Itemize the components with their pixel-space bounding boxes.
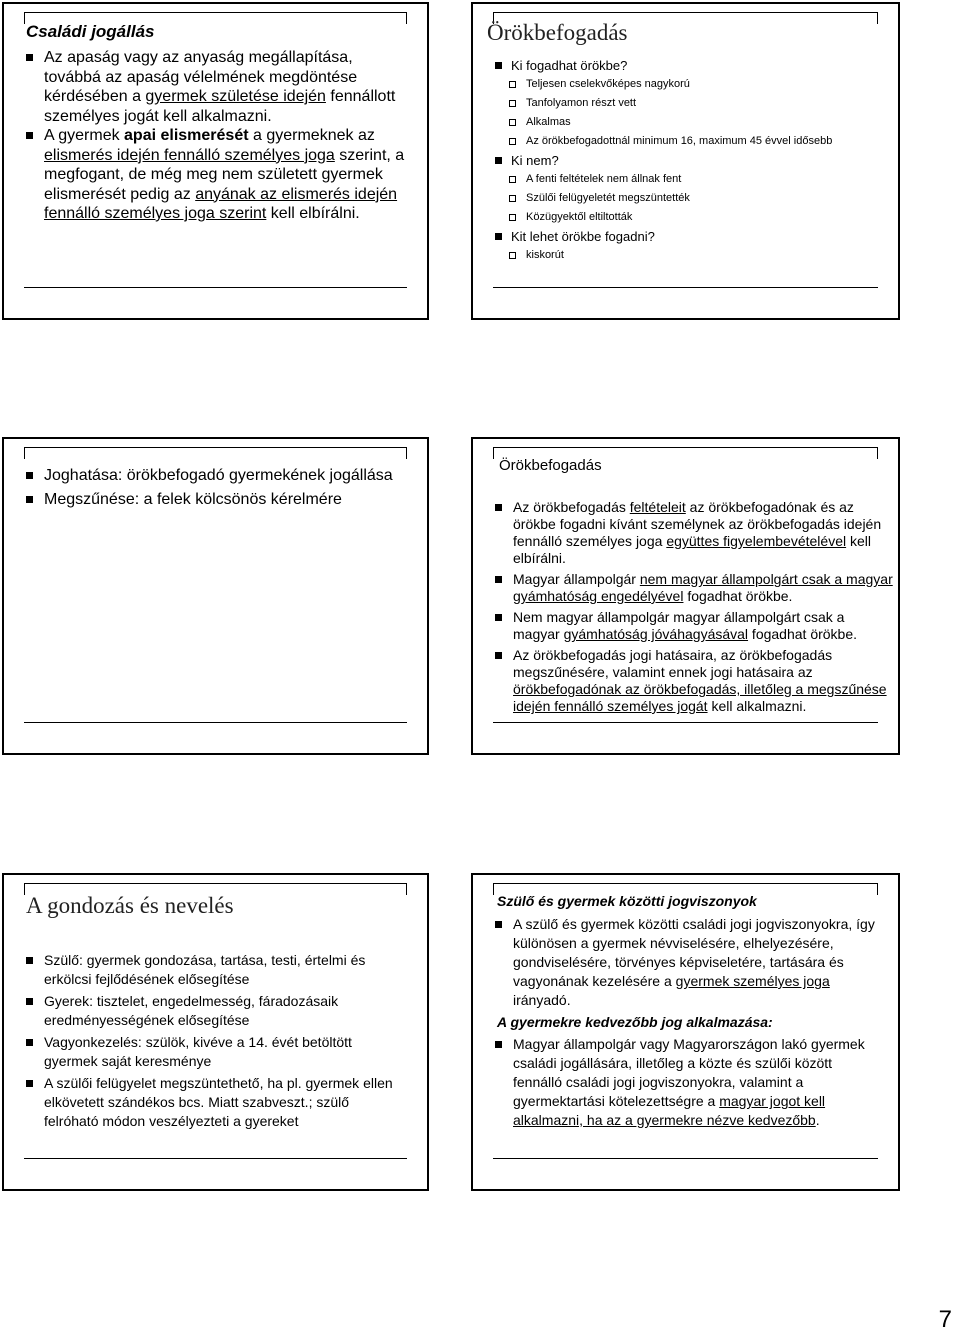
hollow-square-bullet-icon: [509, 195, 516, 202]
bullet-item: [26, 992, 406, 1030]
slide-title: A gondozás és nevelés: [26, 893, 234, 918]
bullet-text-segment: Az örökbefogadás jogi hatásaira, az örökbefogadás megszűnésére, valamint ennek jogi hatásaira az: [513, 647, 833, 680]
bullet-item: [26, 951, 406, 989]
bullet-text-segment: apai elismerését: [124, 127, 249, 144]
square-bullet-icon: [26, 957, 33, 964]
bullet-item: [26, 48, 406, 126]
hollow-square-bullet-icon: [509, 176, 516, 183]
slide-gondozas-neveles: [2, 873, 429, 1191]
hollow-square-bullet-icon: [509, 81, 516, 88]
slide-csaladi-jogallas: [2, 2, 429, 320]
rule-tick: [24, 447, 25, 459]
bullet-text: Szülő: gyermek gondozása, tartása, testi, értelmi és erkölcsi fejlődésének elősegítése: [44, 952, 366, 987]
bullet-text-segment: Az apaság vagy az anyaság megállapítása, továbbá az apaság vélelmének megdöntése kérdésében a: [44, 49, 358, 105]
bullet-item: [495, 571, 895, 605]
square-bullet-icon: [26, 1039, 33, 1046]
bullet-item: [495, 229, 875, 244]
square-bullet-icon: [26, 496, 33, 503]
bullet-text: Vagyonkezelés: szülök, kivéve a 14. évét betöltött gyermek saját keresménye: [44, 1034, 352, 1069]
bullet-text: A szülői felügyelet megszüntethető, ha pl. gyermek ellen elkövetett szándékos bcs. Miatt szabveszt.; szülő felróható módon veszélyezteti a gyereket: [44, 1075, 393, 1129]
slide-top-rule: [493, 883, 878, 884]
slide-top-rule: [493, 12, 878, 13]
bullet-text-segment: gyermek személyes joga: [675, 973, 830, 989]
slide-title: Szülő és gyermek közötti jogviszonyok: [497, 893, 757, 909]
bullet-list: [495, 915, 875, 1010]
hollow-square-bullet-icon: [509, 252, 516, 259]
slide-szulo-gyermek: [471, 873, 900, 1191]
bullet-text-segment: anyának az elismerés idején fennálló személyes joga szerint: [44, 185, 398, 222]
sub-bullet-item: [495, 191, 875, 205]
bullet-text: kiskorút: [526, 249, 564, 261]
square-bullet-icon: [26, 1080, 33, 1087]
bullet-text-segment: a gyermeknek az: [248, 127, 375, 144]
slide-bottom-rule: [24, 287, 407, 288]
bullet-text: Joghatása: örökbefogadó gyermekének jogállása: [44, 467, 393, 484]
subheading: A gyermekre kedvezőbb jog alkalmazása:: [497, 1014, 773, 1030]
slide-bottom-rule: [24, 1158, 407, 1159]
bullet-text-segment: A gyermek: [44, 127, 125, 144]
square-bullet-icon: [495, 614, 502, 621]
bullet-list: [26, 465, 406, 513]
square-bullet-icon: [495, 233, 502, 240]
bullet-text-segment: fennállott személyes jogát kell alkalmazni.: [44, 88, 396, 125]
bullet-text-segment: fogadhat örökbe.: [748, 626, 858, 642]
square-bullet-icon: [495, 921, 502, 928]
bullet-text: Megszűnése: a felek kölcsönös kérelmére: [44, 491, 342, 508]
rule-tick: [24, 883, 25, 895]
bullet-item: [495, 647, 895, 715]
bullet-item: [495, 499, 895, 567]
bullet-text: Ki fogadhat örökbe?: [511, 58, 628, 73]
slide-top-rule: [24, 447, 407, 448]
slide-orokbefogadas-2: [471, 437, 900, 755]
slide-title: Családi jogállás: [26, 22, 155, 41]
bullet-item: [26, 489, 406, 510]
sub-bullet-item: [495, 134, 875, 148]
rule-tick: [877, 12, 878, 24]
square-bullet-icon: [495, 157, 502, 164]
square-bullet-icon: [26, 998, 33, 1005]
square-bullet-icon: [495, 504, 502, 511]
hollow-square-bullet-icon: [509, 119, 516, 126]
bullet-text-segment: gyámhatóság jóváhagyásával: [563, 626, 749, 642]
rule-tick: [877, 447, 878, 459]
bullet-text-segment: elismerés idején fennálló személyes joga: [44, 146, 335, 164]
bullet-text: Szülői felügyeletét megszüntették: [526, 192, 690, 204]
bullet-text: Az örökbefogadottnál minimum 16, maximum 45 évvel idősebb: [526, 135, 833, 147]
slide-top-rule: [24, 883, 407, 884]
bullet-text-segment: A szülő és gyermek közötti családi jogi jogviszonyokra, így különösen a gyermek névviselésére, elhelyezésére, gondviselésére, törvényes képviseletére, tartására és vagyonának kezelésére a: [513, 916, 875, 989]
bullet-text-segment: Az örökbefogadás: [513, 499, 630, 515]
bullet-text: Alkalmas: [526, 116, 571, 128]
sub-bullet-item: [495, 96, 875, 110]
bullet-text-segment: Nem magyar állampolgár magyar állampolgárt csak a magyar: [513, 609, 845, 642]
bullet-text-segment: feltételeit: [629, 499, 686, 515]
bullet-text-segment: örökbefogadónak az örökbefogadás, illetőleg a megszűnése idején fennálló személyes jogát: [513, 681, 887, 714]
bullet-item: [26, 1074, 406, 1131]
slide-bottom-rule: [493, 287, 878, 288]
slide-top-rule: [493, 447, 878, 448]
bullet-item: [26, 465, 406, 486]
bullet-text-segment: szerint, a megfogant, de még meg nem született gyermek elismerését pedig az: [44, 146, 405, 203]
rule-tick: [493, 447, 494, 459]
bullet-text-segment: irányadó.: [513, 992, 571, 1008]
bullet-text-segment: .: [815, 1112, 820, 1128]
square-bullet-icon: [26, 132, 33, 139]
hollow-square-bullet-icon: [509, 214, 516, 221]
square-bullet-icon: [26, 472, 33, 479]
rule-tick: [24, 12, 25, 24]
square-bullet-icon: [26, 54, 33, 61]
square-bullet-icon: [495, 1041, 502, 1048]
bullet-item: [495, 915, 875, 1010]
hollow-square-bullet-icon: [509, 138, 516, 145]
bullet-list: [495, 1035, 875, 1130]
bullet-text-segment: Magyar állampolgár: [513, 571, 640, 587]
page-number: 7: [938, 1306, 952, 1333]
slide-bottom-rule: [493, 722, 878, 723]
bullet-item: [495, 609, 895, 643]
slide-bottom-rule: [24, 722, 407, 723]
bullet-text: Gyerek: tisztelet, engedelmesség, fáradozásaik eredményességének elősegítése: [44, 993, 339, 1028]
sub-bullet-item: [495, 115, 875, 129]
bullet-text: Közügyektől eltiltották: [526, 211, 633, 223]
slide-top-rule: [24, 12, 407, 13]
bullet-text-segment: kell elbírálni.: [513, 533, 871, 566]
bullet-text: Ki nem?: [511, 153, 559, 168]
bullet-item: [495, 58, 875, 73]
bullet-list: [495, 499, 895, 719]
bullet-text-segment: nem magyar állampolgárt csak a magyar gyámhatóság engedélyével: [513, 571, 893, 604]
bullet-text: Tanfolyamon részt vett: [526, 97, 637, 109]
sub-bullet-item: [495, 172, 875, 186]
slide-title: Örökbefogadás: [499, 457, 602, 474]
bullet-text: A fenti feltételek nem állnak fent: [526, 173, 682, 185]
bullet-item: [495, 153, 875, 168]
bullet-text-segment: együttes figyelembevételével: [666, 533, 847, 549]
sub-bullet-item: [495, 248, 875, 262]
bullet-list: [495, 58, 875, 267]
sub-bullet-item: [495, 77, 875, 91]
bullet-text-segment: kell elbírálni.: [266, 205, 360, 222]
bullet-text: Kit lehet örökbe fogadni?: [511, 229, 655, 244]
rule-tick: [406, 883, 407, 895]
square-bullet-icon: [495, 576, 502, 583]
sub-bullet-item: [495, 210, 875, 224]
slide-joghatasa: [2, 437, 429, 755]
slide-title: Örökbefogadás: [487, 20, 628, 45]
bullet-text-segment: kell alkalmazni.: [707, 698, 807, 714]
bullet-item: [26, 126, 406, 224]
rule-tick: [493, 883, 494, 895]
bullet-text-segment: az örökbefogadónak és az örökbe fogadni kívánt személynek az örökbefogadás idején fennálló személyes joga: [513, 499, 882, 549]
square-bullet-icon: [495, 652, 502, 659]
hollow-square-bullet-icon: [509, 100, 516, 107]
bullet-text-segment: magyar jogot kell alkalmazni, ha az a gyermekre nézve kedvezőbb: [513, 1093, 826, 1128]
bullet-text-segment: gyermek születése idején: [145, 88, 326, 105]
bullet-list: [26, 951, 406, 1134]
slide-bottom-rule: [493, 1158, 878, 1159]
rule-tick: [406, 447, 407, 459]
bullet-list: [26, 48, 406, 224]
bullet-item: [495, 1035, 875, 1130]
slide-orokbefogadas-1: [471, 2, 900, 320]
rule-tick: [406, 12, 407, 24]
bullet-text-segment: Magyar állampolgár vagy Magyarországon lakó gyermek családi jogállására, illetőleg a közte és szülői között fennálló családi jogi jogviszonyokra, valamint a gyermektartási kötelezettségre a: [513, 1036, 865, 1109]
rule-tick: [877, 883, 878, 895]
bullet-text-segment: fogadhat örökbe.: [683, 588, 793, 604]
square-bullet-icon: [495, 62, 502, 69]
bullet-text: Teljesen cselekvőképes nagykorú: [526, 78, 690, 90]
bullet-item: [26, 1033, 406, 1071]
